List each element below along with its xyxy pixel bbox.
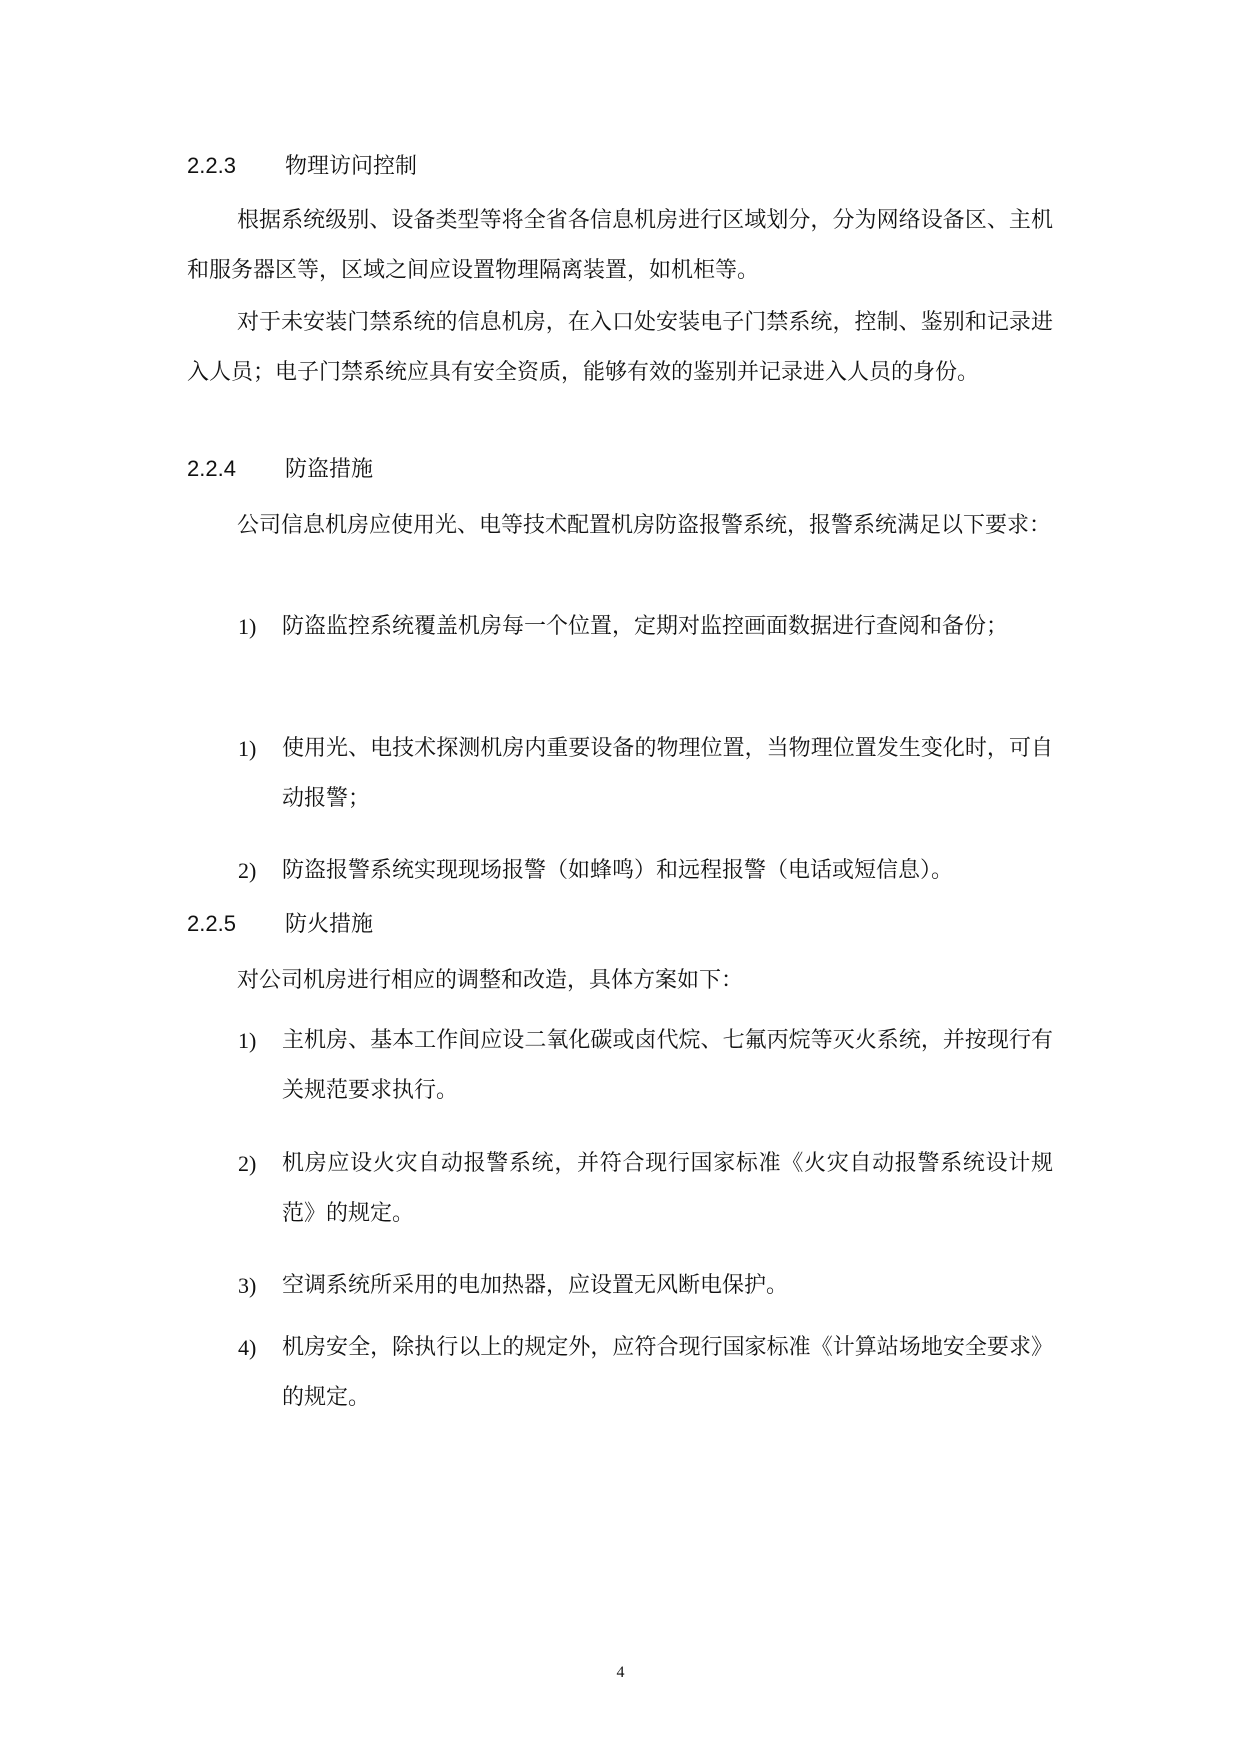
paragraph: 对于未安装门禁系统的信息机房，在入口处安装电子门禁系统，控制、鉴别和记录进入人员；电子门禁系统应具有安全资质，能够有效的鉴别并记录进入人员的身份。 <box>187 310 1053 385</box>
section-title: 防盗措施 <box>285 457 374 482</box>
paragraph: 对公司机房进行相应的调整和改造，具体方案如下： <box>237 968 744 993</box>
list-item <box>238 602 1053 652</box>
list-item <box>238 846 1053 896</box>
list-item-text: 主机房、基本工作间应设二氧化碳或卤代烷、七氟丙烷等灭火系统，并按现行有关规范要求执行。 <box>282 1028 1053 1103</box>
list-item <box>238 724 1053 824</box>
section-number: 2.2.4 <box>187 456 236 481</box>
list-item <box>238 1139 1053 1239</box>
section-heading-2-2-4 <box>187 454 373 485</box>
list-item-index: 3) <box>238 1273 257 1298</box>
list-item <box>238 1261 1053 1311</box>
list-item-index: 2) <box>238 1151 257 1176</box>
list-item-text: 机房安全，除执行以上的规定外，应符合现行国家标准《计算站场地安全要求》的规定。 <box>282 1335 1053 1410</box>
list-item <box>238 1016 1053 1116</box>
list-item-text: 机房应设火灾自动报警系统，并符合现行国家标准《火灾自动报警系统设计规范》的规定。 <box>282 1151 1053 1226</box>
list-item-text: 使用光、电技术探测机房内重要设备的物理位置，当物理位置发生变化时，可自动报警； <box>282 736 1053 811</box>
page-number: 4 <box>616 1664 625 1681</box>
list-item-text: 防盗报警系统实现现场报警（如蜂鸣）和远程报警（电话或短信息）。 <box>282 858 954 883</box>
list-item-index: 2) <box>238 858 257 883</box>
section-number: 2.2.3 <box>187 153 236 178</box>
section-heading-2-2-5 <box>187 909 373 940</box>
list-item-index: 4) <box>238 1335 257 1360</box>
section-heading-2-2-3 <box>187 151 417 182</box>
list-item-text: 防盗监控系统覆盖机房每一个位置，定期对监控画面数据进行查阅和备份； <box>282 614 1009 639</box>
list-item-text: 空调系统所采用的电加热器，应设置无风断电保护。 <box>282 1273 789 1298</box>
section-title: 物理访问控制 <box>285 154 418 179</box>
list-item-index: 1) <box>238 736 257 761</box>
paragraph: 根据系统级别、设备类型等将全省各信息机房进行区域划分，分为网络设备区、主机和服务器区等，区域之间应设置物理隔离装置，如机柜等。 <box>187 208 1053 283</box>
list-item-index: 1) <box>238 1028 257 1053</box>
paragraph: 公司信息机房应使用光、电等技术配置机房防盗报警系统，报警系统满足以下要求： <box>237 513 1052 538</box>
section-number: 2.2.5 <box>187 911 236 936</box>
section-title: 防火措施 <box>285 912 374 937</box>
list-item-index: 1) <box>238 614 257 639</box>
list-item <box>238 1323 1053 1423</box>
